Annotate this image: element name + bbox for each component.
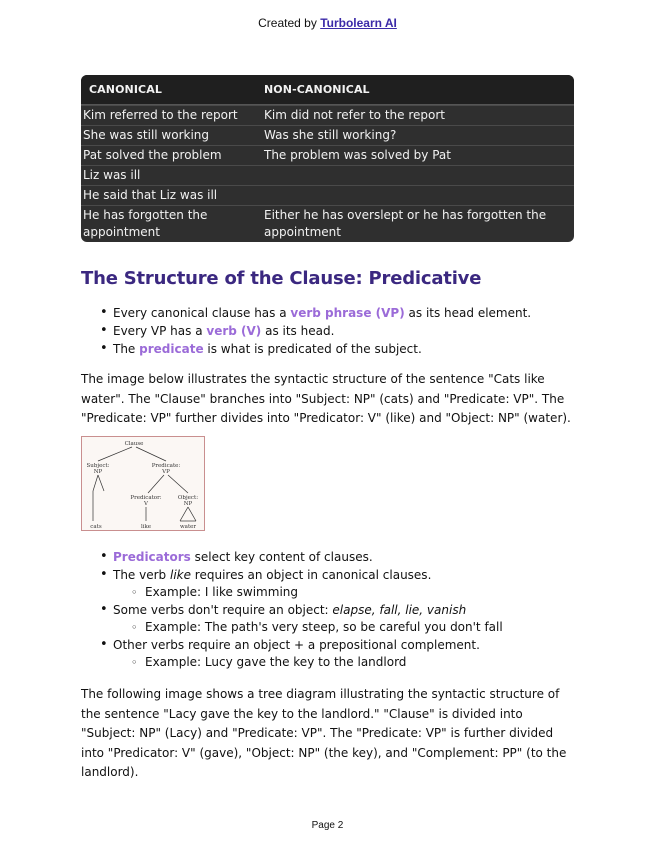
table-row	[81, 205, 574, 242]
tree-subject-label: Subject:	[86, 463, 110, 469]
tree-diagram-svg	[82, 437, 204, 530]
tree-leaf-like: like	[140, 524, 152, 530]
term-predicate: predicate	[139, 342, 204, 356]
tree-predicator-cat: V	[144, 501, 148, 507]
comparison-table	[81, 75, 574, 242]
list-item: • Every VP has a verb (V) as its head.	[81, 322, 581, 340]
table-row	[81, 105, 574, 125]
sub-list-item: ◦ Example: The path's very steep, so be careful you don't fall	[113, 619, 581, 636]
tree-predicator-label: Predicator:	[130, 495, 162, 501]
list-item: • The predicate is what is predicated of the subject.	[81, 340, 581, 358]
table-cell: He said that Liz was ill	[83, 188, 218, 202]
list-item: • The verb like requires an object in canonical clauses. ◦ Example: I like swimming	[81, 566, 581, 601]
table-cell: Either he has overslept or he has forgotten the appointment	[264, 208, 547, 239]
page-header	[0, 16, 655, 30]
table-cell	[263, 187, 574, 204]
paragraph-lacy-gave-key: The following image shows a tree diagram illustrating the syntactic structure of the sentence "Lacy gave the key to the landlord." "Clause" is divided into "Subject: NP" (Lacy) and "Predicate: VP". The "Predicate: VP" is further divided into "Predicator: V" (gave), "Object: NP" (the key), and "Complement: PP" (to the landlord).	[81, 687, 567, 779]
header-canonical: CANONICAL	[89, 83, 162, 96]
tree-leaf-water: water	[179, 524, 197, 530]
tree-subject-cat: NP	[93, 469, 103, 475]
table-cell: Kim did not refer to the report	[264, 108, 445, 122]
table-cell	[263, 167, 574, 184]
sub-list-item: ◦ Example: I like swimming	[113, 584, 581, 601]
term-predicators: Predicators	[113, 550, 191, 564]
page-number: Page 2	[311, 820, 344, 831]
section-title: The Structure of the Clause: Predicative	[81, 268, 482, 289]
table-cell: Pat solved the problem	[83, 148, 222, 162]
sub-list-item: ◦ Example: Lucy gave the key to the landlord	[113, 654, 581, 671]
list-item: • Predicators select key content of clauses.	[81, 548, 581, 566]
table-header	[81, 75, 574, 105]
tree-diagram-image	[81, 436, 205, 531]
table-row	[81, 125, 574, 145]
definition-list	[81, 304, 581, 358]
tree-predicate-cat: VP	[162, 469, 170, 475]
tree-object-label: Object:	[177, 495, 199, 501]
table-row	[81, 165, 574, 185]
term-verb-phrase: verb phrase (VP)	[290, 306, 405, 320]
header-prefix: Created by	[258, 16, 321, 30]
table-cell: Kim referred to the report	[83, 108, 238, 122]
table-cell: Was she still working?	[264, 128, 397, 142]
predicator-list	[81, 548, 581, 671]
paragraph-cats-like-water: The image below illustrates the syntactic structure of the sentence "Cats like water". The "Clause" branches into "Subject: NP" (cats) and "Predicate: VP". The "Predicate: VP" further divides into "Predicator: V" (like) and "Object: NP" (water).	[81, 372, 571, 425]
list-item: • Every canonical clause has a verb phrase (VP) as its head element.	[81, 304, 581, 322]
table-cell: Liz was ill	[83, 168, 141, 182]
tree-object-cat: NP	[183, 501, 193, 507]
term-verb: verb (V)	[206, 324, 262, 338]
table-cell: The problem was solved by Pat	[264, 148, 451, 162]
tree-predicate-label: Predicate:	[151, 463, 181, 469]
table-row	[81, 145, 574, 165]
header-non-canonical: NON-CANONICAL	[264, 83, 370, 96]
table-cell: She was still working	[83, 128, 210, 142]
turbolearn-link[interactable]: Turbolearn AI	[320, 16, 397, 30]
tree-leaf-cats: cats	[90, 524, 102, 530]
table-row	[81, 185, 574, 205]
table-cell: He has forgotten the appointment	[83, 208, 208, 239]
list-item: • Other verbs require an object + a prepositional complement. ◦ Example: Lucy gave the key to the landlord	[81, 636, 581, 671]
list-item: • Some verbs don't require an object: elapse, fall, lie, vanish ◦ Example: The path's very steep, so be careful you don't fall	[81, 601, 581, 636]
tree-root-label: Clause	[124, 441, 144, 447]
